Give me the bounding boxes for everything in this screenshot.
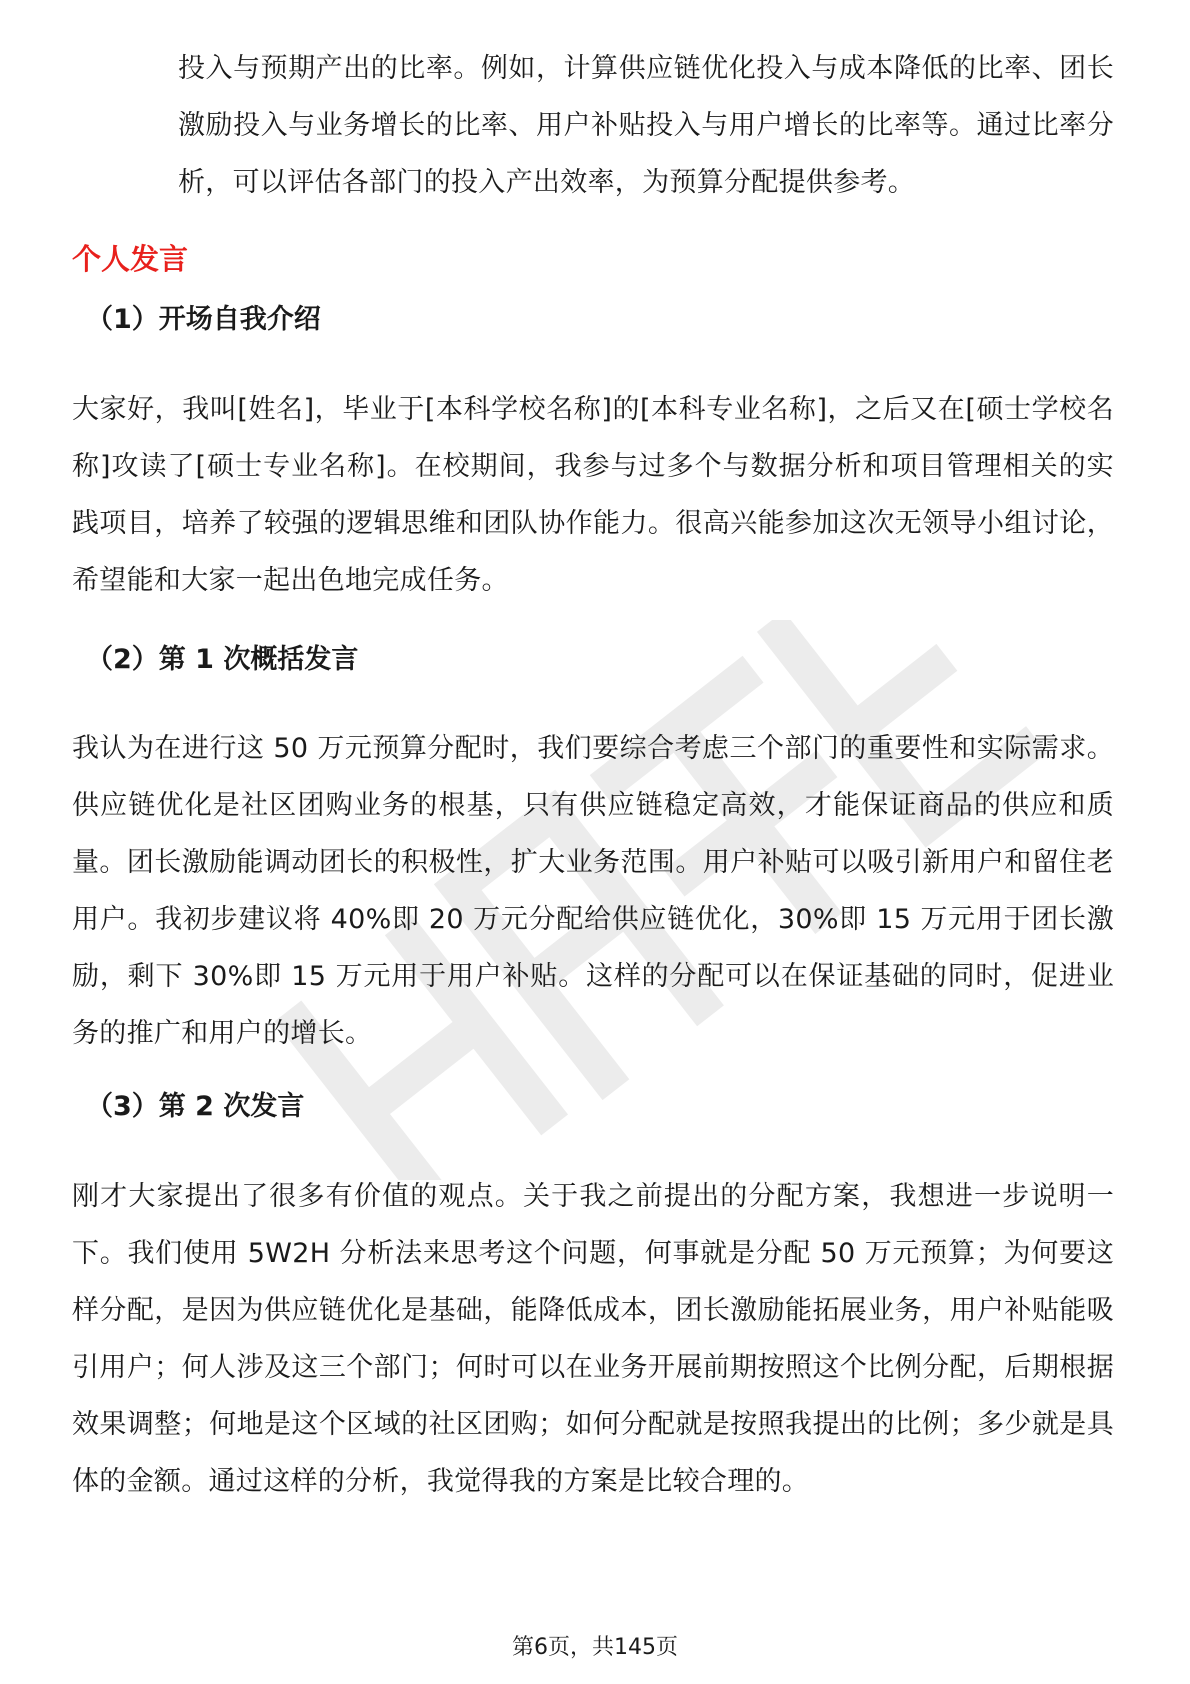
paragraph-self-introduction: 大家好，我叫[姓名]，毕业于[本科学校名称]的[本科专业名称]，之后又在[硕士学校名称]攻读了[硕士专业名称]。在校期间，我参与过多个与数据分析和项目管理相关的实践项目，培养了较强的逻辑思维和团队协作能力。很高兴能参加这次无领导小组讨论，希望能和大家一起出色地完成任务。 <box>72 394 1114 596</box>
heading-first-speech: （2）第 1 次概括发言 <box>86 644 359 675</box>
paragraph-first-speech: 我认为在进行这 50 万元预算分配时，我们要综合考虑三个部门的重要性和实际需求。供应链优化是社区团购业务的根基，只有供应链稳定高效，才能保证商品的供应和质量。团长激励能调动团长的积极性，扩大业务范围。用户补贴可以吸引新用户和留住老用户。我初步建议将 40%即 20 万元分配给供应链优化，30%即 15 万元用于团长激励，剩下 30%即 15 万元用于用户补贴。这样的分配可以在保证基础的同时，促进业务的推广和用户的增长。 <box>72 733 1114 1049</box>
page-number-footer: 第6页，共145页 <box>512 1635 678 1660</box>
intro-paragraph: 投入与预期产出的比率。例如，计算供应链优化投入与成本降低的比率、团长激励投入与业务增长的比率、用户补贴投入与用户增长的比率等。通过比率分析，可以评估各部门的投入产出效率，为预算分配提供参考。 <box>178 53 1114 198</box>
paragraph-second-speech: 刚才大家提出了很多有价值的观点。关于我之前提出的分配方案，我想进一步说明一下。我们使用 5W2H 分析法来思考这个问题，何事就是分配 50 万元预算；为何要这样分配，是因为供应链优化是基础，能降低成本，团长激励能拓展业务，用户补贴能吸引用户；何人涉及这三个部门；何时可以在业务开展前期按照这个比例分配，后期根据效果调整；何地是这个区域的社区团购；如何分配就是按照我提出的比例；多少就是具体的金额。通过这样的分析，我觉得我的方案是比较合理的。 <box>72 1181 1114 1497</box>
section-title: 个人发言 <box>72 242 189 276</box>
heading-self-introduction: （1）开场自我介绍 <box>86 304 321 335</box>
heading-second-speech: （3）第 2 次发言 <box>86 1091 305 1122</box>
